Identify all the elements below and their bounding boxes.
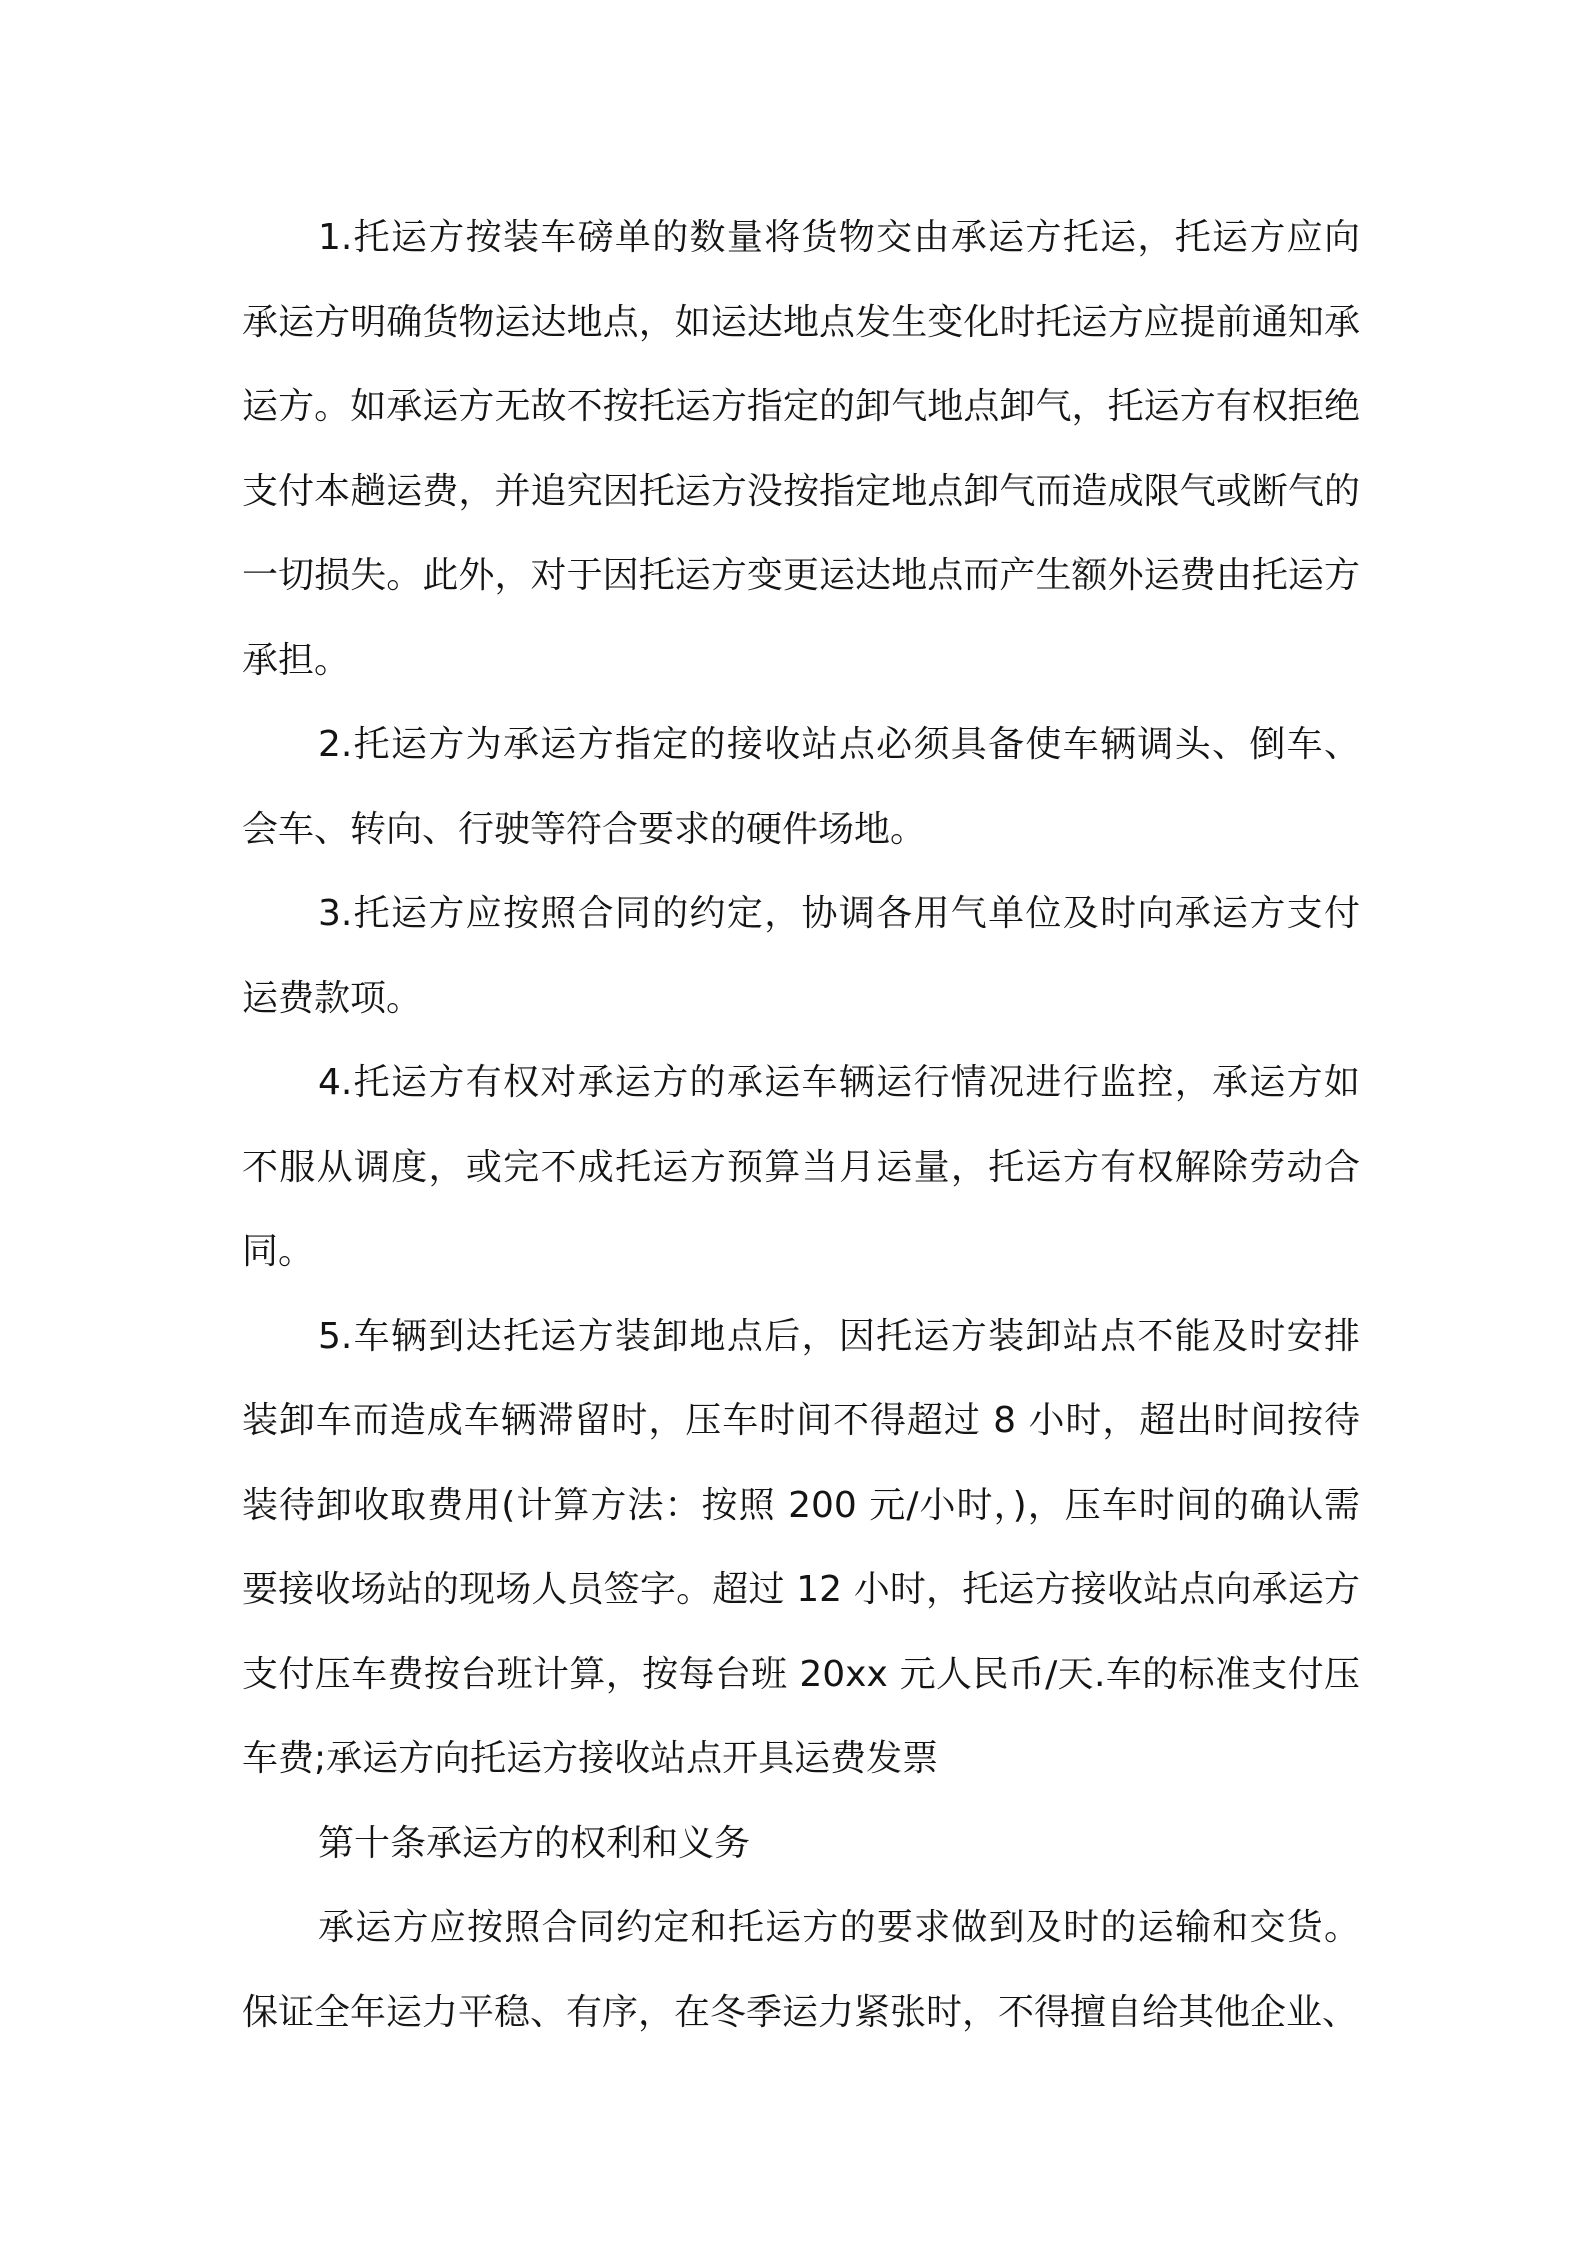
article-heading: 第十条承运方的权利和义务 (318, 1822, 751, 1864)
document-body (242, 196, 1360, 2055)
paragraph-carrier-obligations: 承运方应按照合同约定和托运方的要求做到及时的运输和交货。保证全年运力平稳、有序，在冬季运力紧张时，不得擅自给其他企业、 (242, 1907, 1360, 2033)
paragraph-consignor-delivery: 1.托运方按装车磅单的数量将货物交由承运方托运，托运方应向承运方明确货物运达地点，如运达地点发生变化时托运方应提前通知承运方。如承运方无故不按托运方指定的卸气地点卸气，托运方有权拒绝支付本趟运费，并追究因托运方没按指定地点卸气而造成限气或断气的一切损失。此外，对于因托运方变更运达地点而产生额外运费由托运方承担。 (242, 217, 1360, 681)
paragraph-station-requirements: 2.托运方为承运方指定的接收站点必须具备使车辆调头、倒车、会车、转向、行驶等符合要求的硬件场地。 (242, 724, 1360, 850)
paragraph-freight-payment: 3.托运方应按照合同的约定，协调各用气单位及时向承运方支付运费款项。 (242, 893, 1360, 1019)
paragraph-vehicle-monitoring: 4.托运方有权对承运方的承运车辆运行情况进行监控，承运方如不服从调度，或完不成托运方预算当月运量，托运方有权解除劳动合同。 (242, 1062, 1360, 1272)
paragraph-detention-fees: 5.车辆到达托运方装卸地点后，因托运方装卸站点不能及时安排装卸车而造成车辆滞留时，压车时间不得超过 8 小时，超出时间按待装待卸收取费用(计算方法：按照 200 元/小时，)，压车时间的确认需要接收场站的现场人员签字。超过 12 小时，托运方接收站点向承运方支付压车费按台班计算，按每台班 20xx 元人民币/天.车的标准支付压车费;承运方向托运方接收站点开具运费发票 (242, 1315, 1360, 1779)
